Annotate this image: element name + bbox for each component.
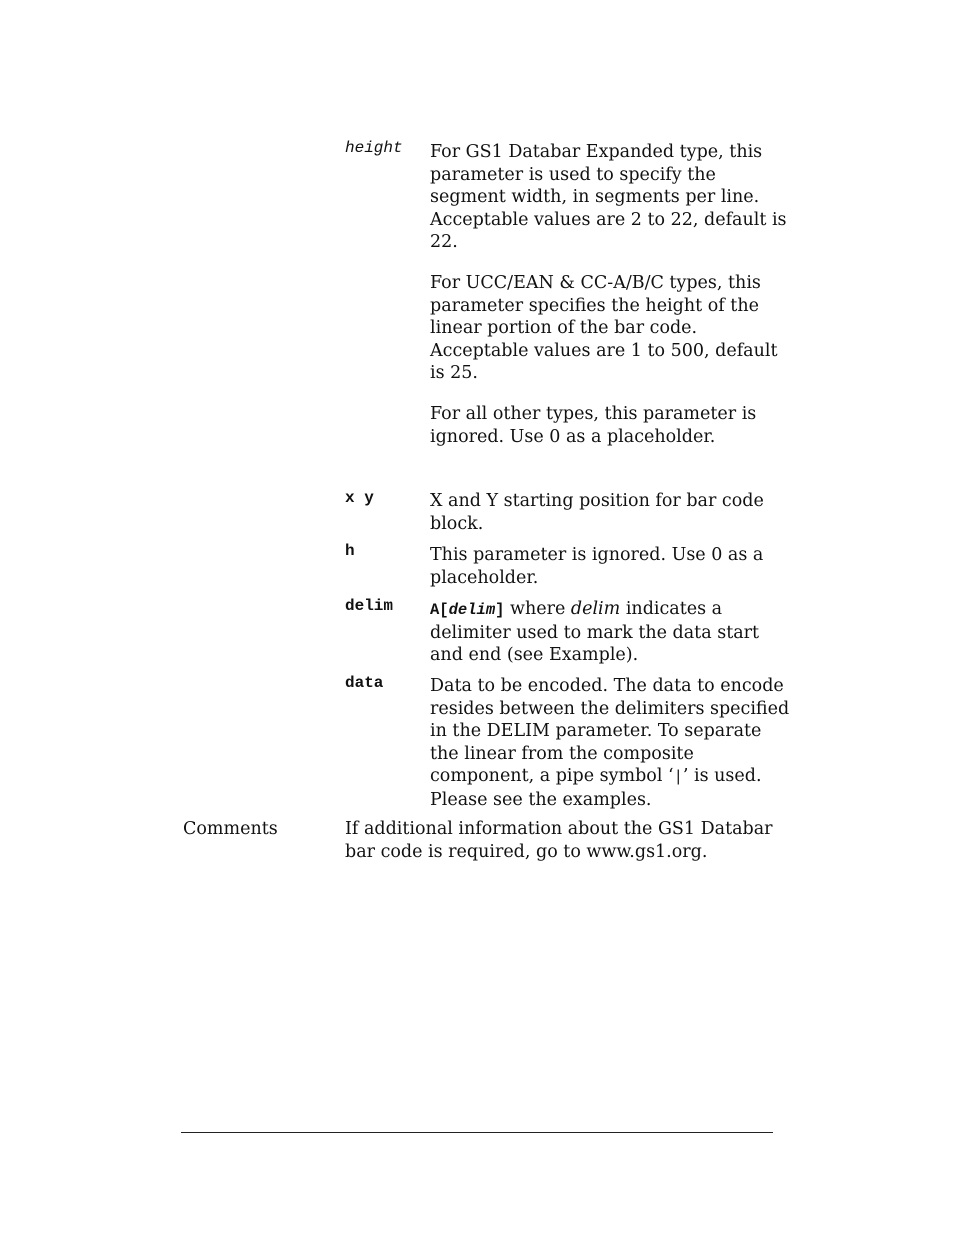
delim-text-rest: indicates a delimiter used to mark the data start and end (see Example). [430, 599, 760, 666]
param-desc-height-3 [430, 403, 790, 448]
param-desc-delim [430, 598, 790, 667]
param-desc-height-2 [430, 272, 790, 385]
param-desc-data [430, 675, 790, 812]
param-desc-height [430, 141, 790, 254]
comments-text: If additional information about the GS1 Databar bar code is required, go to www.gs1.org. [345, 819, 773, 862]
delim-code-var: delim [448, 601, 496, 619]
pipe-symbol: | [673, 768, 683, 787]
param-term-data: data [345, 674, 384, 692]
param-desc-h: This parameter is ignored. Use 0 as a placeholder. [430, 545, 764, 588]
delim-code-open: A[ [430, 601, 449, 619]
comments-label: Comments [183, 819, 278, 839]
height-desc-paragraph-1: For GS1 Databar Expanded type, this parameter is used to specify the segment width, in segments per line. Acceptable values are 2 to 22, default is 22. [430, 142, 787, 253]
param-desc-xy: X and Y starting position for bar code block. [430, 491, 764, 534]
height-desc-paragraph-3: For all other types, this parameter is ignored. Use 0 as a placeholder. [430, 404, 757, 447]
footer-divider [181, 1132, 773, 1133]
param-term-h: h [345, 542, 355, 560]
data-desc-after: ’ is used. Please see the examples. [430, 766, 762, 810]
param-term-height: height [345, 139, 403, 157]
delim-text-var: delim [570, 599, 621, 619]
delim-code-close: ] [495, 601, 505, 619]
height-desc-paragraph-2: For UCC/EAN & CC-A/B/C types, this parameter specifies the height of the linear portion of the bar code. Acceptable values are 1 to 500, default is 25. [430, 273, 778, 384]
param-term-delim: delim [345, 597, 394, 615]
delim-text-where: where [504, 599, 571, 619]
data-desc-before: Data to be encoded. The data to encode resides between the delimiters specified in the DELIM parameter. To separate the linear from the composite component, a pipe symbol ‘ [430, 676, 790, 787]
param-term-xy: x y [345, 489, 374, 507]
